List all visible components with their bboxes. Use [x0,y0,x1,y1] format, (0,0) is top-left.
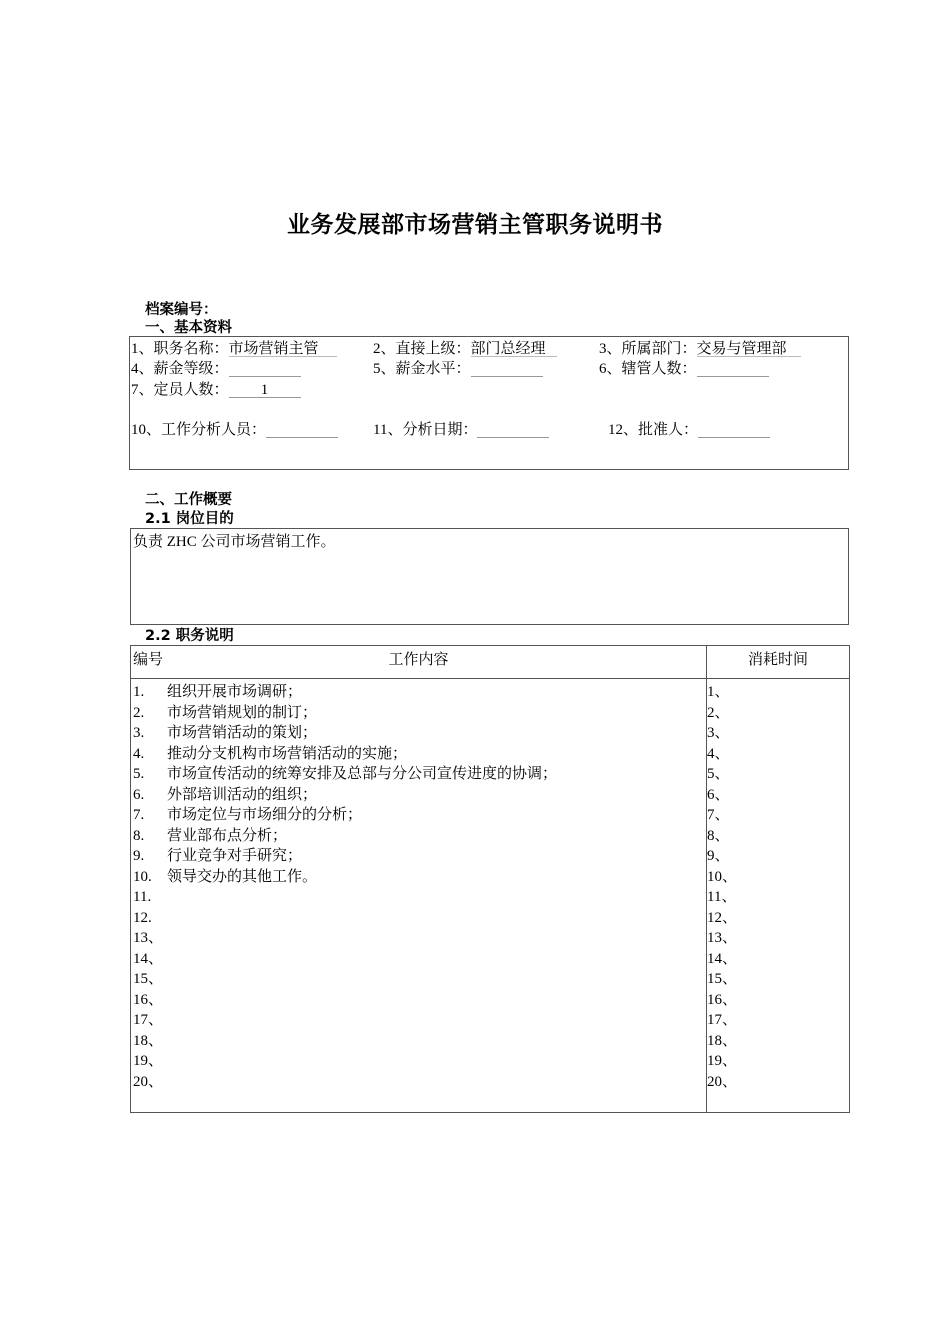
duty-number: 11. [133,889,152,905]
page-title: 业务发展部市场营销主管职务说明书 [287,212,663,238]
duty-number: 20、 [133,1073,164,1090]
approver-label: 12、批准人： [608,422,699,438]
col-header-content: 工作内容 [388,652,449,668]
analyst-input[interactable] [266,420,338,438]
duty-row [133,1051,703,1072]
time-row[interactable]: 2、 [707,704,730,721]
supervisor-value[interactable]: 部门总经理 [471,339,557,357]
department-field [599,339,801,360]
duty-row [133,785,703,806]
subordinates-field [599,359,769,380]
duty-row [133,764,703,785]
duty-row [133,1010,703,1031]
time-row[interactable]: 5、 [707,766,730,782]
duty-text: 市场宣传活动的统筹安排及总部与分公司宣传进度的协调； [167,766,558,782]
duty-number: 18、 [133,1032,164,1049]
duty-number: 4. [133,745,145,762]
supervisor-field [373,339,557,360]
duty-text: 市场定位与市场细分的分析； [167,807,363,823]
duty-row [133,969,703,990]
salary-level-label: 5、薪金水平： [373,361,471,377]
duty-row [133,908,703,929]
duty-row [133,826,703,847]
duty-number: 16、 [133,991,164,1008]
duty-number: 17、 [133,1012,164,1028]
header-divider [131,678,849,679]
duty-row [133,805,703,826]
duty-text: 外部培训活动的组织； [167,786,318,803]
job-name-label: 1、职务名称： [131,341,229,357]
time-row[interactable]: 16、 [707,991,738,1008]
duty-row [133,682,703,703]
purpose-text: 负责 ZHC 公司市场营销工作。 [133,534,336,550]
salary-grade-field [131,359,301,380]
duties-heading: 2.2 职务说明 [145,628,234,644]
duty-row [133,846,703,867]
duty-text: 市场营销活动的策划； [167,725,318,741]
duty-row [133,1072,703,1093]
duty-number: 7. [133,807,145,823]
salary-level-input[interactable] [471,359,543,377]
col-header-no: 编号 [133,652,164,668]
time-row[interactable]: 7、 [707,807,730,823]
approver-field [608,420,770,441]
purpose-box [130,528,849,625]
job-name-value[interactable]: 市场营销主管 [229,339,337,357]
duty-row [133,744,703,765]
duty-row [133,723,703,744]
duty-text: 领导交办的其他工作。 [167,868,318,885]
duties-table [130,645,850,1113]
time-row[interactable]: 10、 [707,868,738,885]
duty-number: 13、 [133,930,164,946]
duty-text: 市场营销规划的制订； [167,704,318,721]
overview-heading: 二、工作概要 [145,492,232,508]
file-number-label: 档案编号： [145,302,218,318]
duty-number: 12. [133,909,152,926]
subordinates-label: 6、辖管人数： [599,361,697,377]
time-row[interactable]: 4、 [707,745,730,762]
time-row[interactable]: 3、 [707,725,730,741]
salary-grade-label: 4、薪金等级： [131,361,229,377]
duty-row [133,949,703,970]
duty-text: 组织开展市场调研； [167,684,303,700]
duty-list [133,682,703,1092]
analysis-date-field [373,420,549,441]
duty-text: 营业部布点分析； [167,827,288,844]
supervisor-label: 2、直接上级： [373,341,471,357]
headcount-field [131,380,301,401]
analysis-date-label: 11、分析日期： [373,422,478,438]
duty-number: 10. [133,868,152,885]
duty-row [133,928,703,949]
subordinates-input[interactable] [697,359,769,377]
headcount-value[interactable]: 1 [229,380,301,398]
duty-number: 6. [133,786,145,803]
duty-row [133,1031,703,1052]
duty-number: 9. [133,848,145,864]
salary-level-field [373,359,543,380]
time-list [707,682,847,1092]
time-row[interactable]: 13、 [707,930,738,946]
time-row[interactable]: 18、 [707,1032,738,1049]
time-row[interactable]: 17、 [707,1012,738,1028]
time-row[interactable]: 15、 [707,971,738,987]
duty-number: 8. [133,827,145,844]
duty-number: 19、 [133,1053,164,1069]
duty-row [133,990,703,1011]
basic-info-heading: 一、基本资料 [145,320,232,336]
time-row[interactable]: 14、 [707,950,738,967]
time-row[interactable]: 6、 [707,786,730,803]
duty-text: 行业竞争对手研究； [167,848,303,864]
purpose-heading: 2.1 岗位目的 [145,511,234,527]
salary-grade-input[interactable] [229,359,301,377]
col-header-time: 消耗时间 [747,652,808,668]
time-row[interactable]: 8、 [707,827,730,844]
duty-row [133,703,703,724]
duty-text: 推动分支机构市场营销活动的实施； [167,745,408,762]
analyst-label: 10、工作分析人员： [131,422,267,438]
time-row[interactable]: 9、 [707,848,730,864]
time-row[interactable]: 20、 [707,1073,738,1090]
job-name-field [131,339,337,360]
time-row[interactable]: 1、 [707,684,730,700]
basic-info-box [129,336,849,470]
duty-row [133,867,703,888]
analyst-field [131,420,338,441]
time-row[interactable]: 12、 [707,909,738,926]
approver-input[interactable] [698,420,770,438]
time-row[interactable]: 11、 [707,889,737,905]
duty-row [133,887,703,908]
duty-number: 2. [133,704,145,721]
time-row[interactable]: 19、 [707,1053,738,1069]
analysis-date-input[interactable] [477,420,549,438]
department-value[interactable]: 交易与管理部 [697,339,801,357]
duty-number: 14、 [133,950,164,967]
duty-number: 5. [133,766,145,782]
department-label: 3、所属部门： [599,341,697,357]
duty-number: 15、 [133,971,164,987]
duty-number: 1. [133,684,145,700]
headcount-label: 7、定员人数： [131,382,229,398]
duty-number: 3. [133,725,145,741]
